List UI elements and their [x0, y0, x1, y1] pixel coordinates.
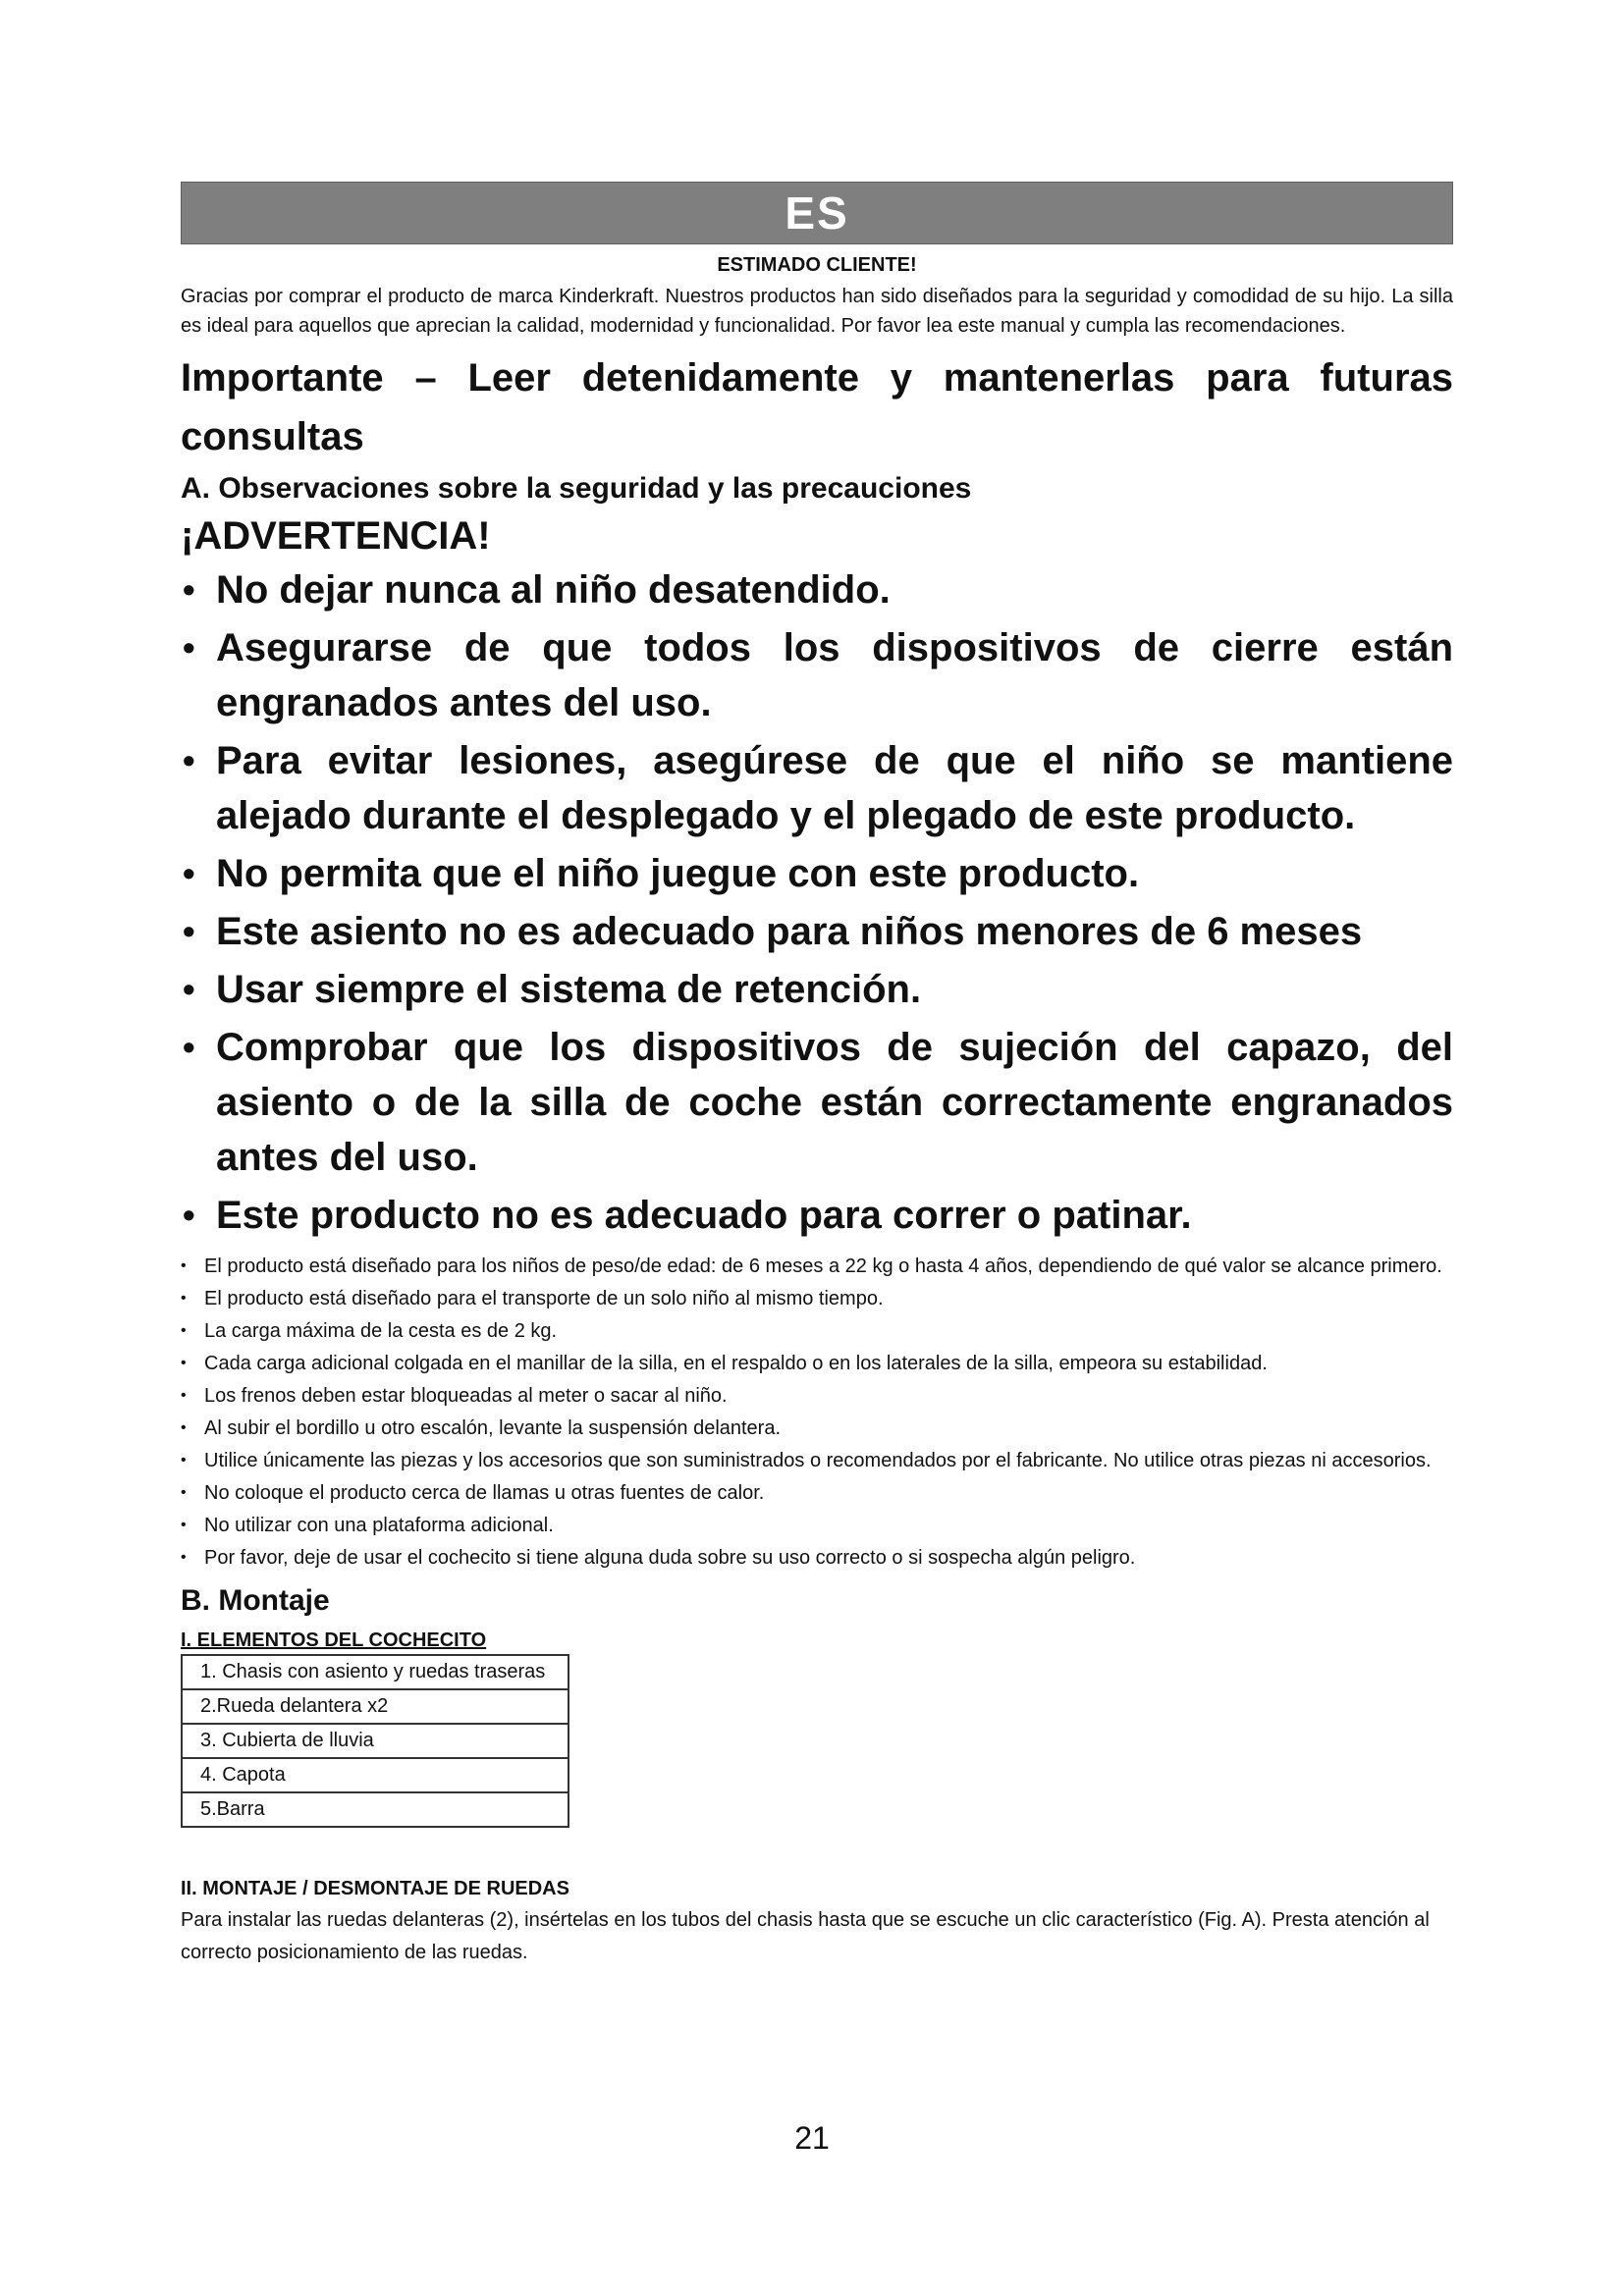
bullet-icon: • [183, 853, 195, 893]
table-cell: 3. Cubierta de lluvia [182, 1724, 568, 1758]
warning-item [181, 562, 1453, 617]
warning-item [181, 733, 1453, 843]
note-item [181, 1251, 1453, 1282]
bullet-icon: • [183, 627, 195, 667]
section-b-heading: B. Montaje [181, 1584, 330, 1617]
language-code: ES [785, 187, 849, 239]
intro-paragraph: Gracias por comprar el producto de marca Kinderkraft. Nuestros productos han sido diseñados para la seguridad y comodidad de su hijo. La silla es ideal para aquellos que aprecian la calidad, modernidad y funcionalidad. Por favor lea este manual y cumpla las recomendaciones. [181, 286, 1453, 337]
note-text: El producto está diseñado para los niños de peso/de edad: de 6 meses a 22 kg o hasta 4 años, dependiendo de qué valor se alcance primero. [204, 1255, 1442, 1277]
elements-heading: I. ELEMENTOS DEL COCHECITO [181, 1629, 487, 1651]
warning-item [181, 846, 1453, 901]
note-item [181, 1283, 1453, 1314]
bullet-icon: • [183, 1195, 195, 1235]
table-cell: 4. Capota [182, 1758, 568, 1792]
warning-item [181, 620, 1453, 730]
note-item [181, 1380, 1453, 1412]
note-item [181, 1477, 1453, 1509]
note-text: Los frenos deben estar bloqueadas al meter o sacar al niño. [204, 1385, 728, 1407]
warning-text: Este producto no es adecuado para correr o patinar. [216, 1194, 1192, 1237]
page-number: 21 [794, 2120, 830, 2156]
warning-text: Asegurarse de que todos los dispositivos de cierre están engranados antes del uso. [216, 626, 1453, 724]
table-row [182, 1758, 568, 1792]
table-row [182, 1689, 568, 1724]
greeting-heading: ESTIMADO CLIENTE! [717, 254, 917, 276]
bullet-icon: • [183, 911, 195, 951]
wheels-heading: II. MONTAJE / DESMONTAJE DE RUEDAS [181, 1878, 569, 1899]
note-text: Por favor, deje de usar el cochecito si tiene alguna duda sobre su uso correcto o si sospecha algún peligro. [204, 1547, 1136, 1569]
bullet-icon: • [181, 1517, 187, 1533]
table-row [182, 1792, 568, 1827]
note-item [181, 1542, 1453, 1574]
bullet-icon: • [183, 569, 195, 610]
note-text: Al subir el bordillo u otro escalón, levante la suspensión delantera. [204, 1417, 782, 1439]
note-text: El producto está diseñado para el transporte de un solo niño al mismo tiempo. [204, 1288, 884, 1309]
bullet-icon: • [181, 1290, 187, 1307]
warning-item [181, 904, 1453, 959]
bullet-icon: • [181, 1549, 187, 1566]
bullet-icon: • [181, 1387, 187, 1404]
note-text: La carga máxima de la cesta es de 2 kg. [204, 1320, 558, 1342]
note-text: Cada carga adicional colgada en el manillar de la silla, en el respaldo o en los laterales de la silla, empeora su estabilidad. [204, 1353, 1268, 1374]
note-item [181, 1510, 1453, 1541]
note-item [181, 1445, 1453, 1476]
language-header-bar [181, 182, 1453, 244]
bullet-icon: • [181, 1355, 187, 1371]
note-text: Utilice únicamente las piezas y los accesorios que son suministrados o recomendados por el fabricante. No utilice otras piezas ni accesorios. [204, 1450, 1432, 1471]
table-cell: 5.Barra [182, 1792, 568, 1827]
warning-text: Este asiento no es adecuado para niños menores de 6 meses [216, 910, 1363, 953]
bullet-icon: • [181, 1452, 187, 1468]
manual-page [181, 182, 1453, 1969]
warning-item [181, 1020, 1453, 1185]
note-item [181, 1348, 1453, 1379]
warning-text: Comprobar que los dispositivos de sujeción del capazo, del asiento o de la silla de coche están correctamente engranados antes del uso. [216, 1026, 1453, 1179]
note-item [181, 1413, 1453, 1444]
warning-text: Usar siempre el sistema de retención. [216, 968, 922, 1011]
note-item [181, 1315, 1453, 1347]
bullet-icon: • [181, 1484, 187, 1501]
warning-item [181, 962, 1453, 1017]
table-cell: 2.Rueda delantera x2 [182, 1689, 568, 1724]
important-heading: Importante – Leer detenidamente y mantenerlas para futuras consultas [181, 356, 1453, 458]
bullet-icon: • [181, 1322, 187, 1339]
warning-heading: ¡ADVERTENCIA! [181, 514, 491, 558]
bullet-icon: • [183, 740, 195, 780]
table-cell: 1. Chasis con asiento y ruedas traseras [182, 1655, 568, 1689]
parts-table [181, 1654, 569, 1828]
bullet-icon: • [183, 969, 195, 1009]
notes-list [181, 1251, 1453, 1574]
section-a-heading: A. Observaciones sobre la seguridad y las precauciones [181, 472, 972, 505]
bullet-icon: • [181, 1419, 187, 1436]
note-text: No utilizar con una plataforma adicional. [204, 1515, 554, 1536]
wheels-paragraph: Para instalar las ruedas delanteras (2), insértelas en los tubos del chasis hasta que se escuche un clic característico (Fig. A). Presta atención al correcto posicionamiento de las ruedas. [181, 1909, 1430, 1963]
table-row [182, 1655, 568, 1689]
warning-list [181, 562, 1453, 1243]
bullet-icon: • [181, 1257, 187, 1274]
warning-text: No dejar nunca al niño desatendido. [216, 568, 891, 612]
warning-text: No permita que el niño juegue con este producto. [216, 852, 1140, 895]
note-text: No coloque el producto cerca de llamas u otras fuentes de calor. [204, 1482, 765, 1504]
warning-item [181, 1188, 1453, 1243]
table-row [182, 1724, 568, 1758]
bullet-icon: • [183, 1027, 195, 1067]
warning-text: Para evitar lesiones, asegúrese de que el niño se mantiene alejado durante el desplegado y el plegado de este producto. [216, 739, 1453, 837]
